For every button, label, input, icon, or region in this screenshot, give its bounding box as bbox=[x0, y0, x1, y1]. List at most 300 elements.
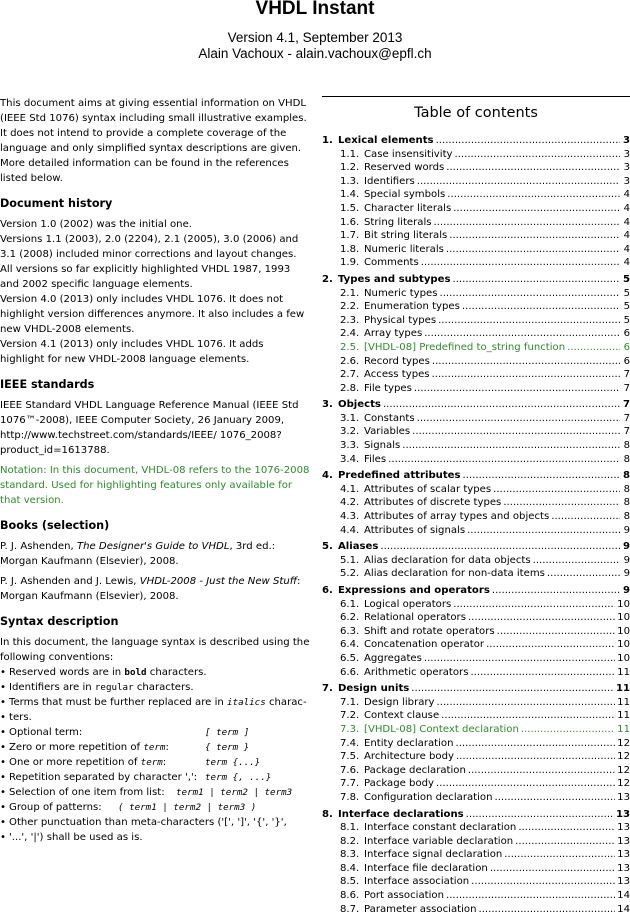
left-column bbox=[0, 96, 310, 845]
toc-entry-number: 8.5. bbox=[340, 876, 360, 888]
toc-leader-dots bbox=[383, 398, 620, 412]
toc-entry-page: 13 bbox=[615, 808, 630, 820]
toc-entry-number: 4.1. bbox=[340, 483, 360, 495]
toc-entry-label: Record types bbox=[364, 355, 430, 367]
toc-entry-number: 7.7. bbox=[340, 778, 360, 790]
toc-leader-dots bbox=[486, 638, 615, 652]
toc-list bbox=[322, 134, 630, 916]
toc-leader-dots bbox=[478, 903, 615, 916]
toc-entry-number: 2. bbox=[322, 273, 333, 285]
toc-entry[interactable] bbox=[322, 875, 630, 889]
toc-entry[interactable] bbox=[322, 652, 630, 666]
author-line: Alain Vachoux - alain.vachoux@epfl.ch bbox=[198, 46, 432, 61]
toc-title: Table of contents bbox=[414, 105, 538, 121]
toc-entry-label: Design library bbox=[364, 696, 435, 708]
toc-entry-label: Numeric literals bbox=[364, 243, 444, 255]
toc-entry-number: 1.8. bbox=[340, 243, 360, 255]
toc-entry-page: 5 bbox=[623, 301, 630, 313]
toc-entry-label: Physical types bbox=[364, 314, 437, 326]
toc-entry[interactable] bbox=[322, 821, 630, 835]
toc-entry[interactable] bbox=[322, 611, 630, 625]
toc-leader-dots bbox=[547, 567, 620, 581]
toc-leader-dots bbox=[417, 412, 620, 426]
toc-entry-number: 5. bbox=[322, 541, 333, 553]
toc-entry-number: 1.7. bbox=[340, 230, 360, 242]
toc-entry-label: Interface association bbox=[364, 876, 470, 888]
toc-entry-label: Logical operators bbox=[364, 598, 452, 610]
history-heading: Document history bbox=[0, 197, 113, 210]
toc-entry-number: 7. bbox=[322, 683, 333, 695]
toc-leader-dots bbox=[446, 161, 620, 175]
history-line: Versions 1.1 (2003), 2.0 (2204), 2.1 (2005), 3.0 (2006) and 3.1 (2008) included minor corrections and layout changes. All versions so far explicitly highlighted VHDL 1987, 1993 and 2002 specific language elements. bbox=[0, 234, 299, 290]
toc-entry-number: 8.1. bbox=[340, 822, 360, 834]
toc-entry-number: 1.3. bbox=[340, 175, 360, 187]
toc-entry-number: 1. bbox=[322, 135, 333, 146]
toc-entry-number: 7.4. bbox=[340, 737, 360, 749]
toc-leader-dots bbox=[424, 327, 620, 341]
toc-leader-dots bbox=[567, 341, 620, 355]
toc-entry[interactable] bbox=[322, 709, 630, 723]
toc-entry-number: 8.7. bbox=[340, 903, 360, 915]
toc-leader-dots bbox=[455, 148, 620, 162]
toc-entry[interactable] bbox=[322, 188, 630, 202]
toc-entry-label: Interface declarations bbox=[338, 808, 464, 820]
toc-entry-page: 8 bbox=[623, 453, 630, 465]
toc-entry[interactable] bbox=[322, 300, 630, 314]
list-item: • Optional term: [ term ] bbox=[0, 725, 310, 740]
toc-leader-dots bbox=[515, 835, 615, 849]
toc-leader-dots bbox=[471, 875, 615, 889]
book-reference: P. J. Ashenden and J. Lewis, VHDL-2008 - Just the New Stuff: Morgan Kaufmann (Elsevier), 2008. bbox=[0, 576, 301, 602]
toc-entry-page: 13 bbox=[617, 849, 630, 861]
toc-entry-number: 3.4. bbox=[340, 453, 360, 465]
toc-leader-dots bbox=[551, 510, 620, 524]
toc-entry[interactable] bbox=[322, 777, 630, 791]
toc-entry[interactable] bbox=[322, 750, 630, 764]
toc-entry-page: 10 bbox=[617, 598, 630, 610]
toc-entry-label: Enumeration types bbox=[364, 301, 460, 313]
toc-entry-label: Entity declaration bbox=[364, 737, 454, 749]
toc-leader-dots bbox=[436, 134, 620, 148]
toc-entry-number: 8.3. bbox=[340, 849, 360, 861]
toc-entry[interactable] bbox=[322, 808, 630, 822]
toc-entry-page: 4 bbox=[623, 216, 630, 228]
toc-entry[interactable] bbox=[322, 216, 630, 230]
toc-entry-number: 6.6. bbox=[340, 666, 360, 678]
toc-entry-label: Signals bbox=[364, 440, 401, 452]
ieee-heading: IEEE standards bbox=[0, 378, 95, 391]
toc-entry[interactable] bbox=[322, 161, 630, 175]
toc-entry-page: 8 bbox=[623, 440, 630, 452]
toc-entry[interactable] bbox=[322, 453, 630, 467]
toc-entry[interactable] bbox=[322, 889, 630, 903]
toc-leader-dots bbox=[411, 682, 614, 696]
toc-entry-number: 4. bbox=[322, 470, 333, 482]
toc-entry[interactable] bbox=[322, 287, 630, 301]
toc-leader-dots bbox=[490, 862, 615, 876]
toc-entry-number: 8.6. bbox=[340, 890, 360, 902]
toc-entry[interactable] bbox=[322, 554, 630, 568]
toc-entry[interactable] bbox=[322, 469, 630, 483]
toc-entry-page: 7 bbox=[623, 369, 630, 381]
toc-entry[interactable] bbox=[322, 341, 630, 355]
toc-entry-label: Bit string literals bbox=[364, 230, 448, 242]
toc-entry[interactable] bbox=[322, 175, 630, 189]
toc-entry-label: Arithmetic operators bbox=[364, 666, 469, 678]
toc-entry-page: 7 bbox=[622, 399, 630, 411]
toc-entry-page: 5 bbox=[623, 314, 630, 326]
toc-entry-number: 2.8. bbox=[340, 382, 360, 394]
toc-leader-dots bbox=[495, 791, 616, 805]
toc-entry-label: Lexical elements bbox=[338, 135, 434, 146]
toc-entry-label: Parameter association bbox=[364, 903, 477, 915]
toc-entry-label: Interface constant declaration bbox=[364, 822, 517, 834]
toc-leader-dots bbox=[504, 848, 615, 862]
toc-leader-dots bbox=[497, 625, 615, 639]
toc-entry-number: 4.4. bbox=[340, 524, 360, 536]
toc-leader-dots bbox=[518, 821, 615, 835]
toc-entry-number: 1.2. bbox=[340, 162, 360, 174]
list-item: • One or more repetition of term: term {...} bbox=[0, 755, 310, 770]
toc-entry-label: Numeric types bbox=[364, 287, 438, 299]
list-item: • Selection of one item from list: term1 | term2 | term3 bbox=[0, 785, 310, 800]
toc-leader-dots bbox=[424, 652, 615, 666]
toc-entry[interactable] bbox=[322, 483, 630, 497]
list-item: • Group of patterns: ( term1 | term2 | term3 ) bbox=[0, 800, 310, 815]
toc-entry-label: Constants bbox=[364, 412, 415, 424]
toc-entry-label: Comments bbox=[364, 257, 419, 269]
document-title: VHDL Instant bbox=[255, 0, 375, 19]
toc-entry-page: 3 bbox=[623, 175, 630, 187]
toc-entry[interactable] bbox=[322, 764, 630, 778]
toc-entry-page: 13 bbox=[617, 876, 630, 888]
toc-entry[interactable] bbox=[322, 666, 630, 680]
toc-entry-number: 7.8. bbox=[340, 791, 360, 803]
list-item: • Zero or more repetition of term: { term } bbox=[0, 740, 310, 755]
toc-leader-dots bbox=[446, 889, 615, 903]
intro-paragraph: This document aims at giving essential information on VHDL (IEEE Std 1076) syntax including small illustrative examples. It does not intend to provide a complete coverage of the language and only simplified syntax descriptions are given. More detailed information can be found in the references listed below. bbox=[0, 98, 307, 184]
toc-entry-number: 7.3. bbox=[340, 723, 360, 735]
toc-entry-label: Configuration declaration bbox=[364, 791, 493, 803]
toc-entry-number: 7.1. bbox=[340, 696, 360, 708]
toc-divider bbox=[322, 96, 630, 97]
toc-entry-label: [VHDL-08] Context declaration bbox=[364, 723, 519, 735]
toc-entry[interactable] bbox=[322, 256, 630, 270]
toc-column bbox=[322, 96, 630, 916]
toc-entry-page: 7 bbox=[623, 426, 630, 438]
toc-leader-dots bbox=[438, 314, 620, 328]
toc-entry-page: 8 bbox=[623, 483, 630, 495]
toc-leader-dots bbox=[493, 483, 620, 497]
toc-entry[interactable] bbox=[322, 903, 630, 916]
toc-entry-label: Interface file declaration bbox=[364, 862, 488, 874]
toc-entry-label: Attributes of array types and objects bbox=[364, 511, 550, 523]
toc-entry-number: 7.2. bbox=[340, 710, 360, 722]
toc-leader-dots bbox=[533, 554, 620, 568]
toc-entry[interactable] bbox=[322, 439, 630, 453]
toc-entry-page: 4 bbox=[623, 189, 630, 201]
toc-entry-page: 4 bbox=[623, 202, 630, 214]
toc-entry-label: [VHDL-08] Predefined to_string function bbox=[364, 341, 566, 353]
toc-entry[interactable] bbox=[322, 540, 630, 554]
toc-entry-number: 8.4. bbox=[340, 862, 360, 874]
toc-entry-number: 6.4. bbox=[340, 639, 360, 651]
toc-entry-number: 3. bbox=[322, 399, 333, 411]
toc-entry-page: 3 bbox=[622, 135, 630, 146]
toc-entry-number: 3.3. bbox=[340, 440, 360, 452]
toc-entry[interactable] bbox=[322, 314, 630, 328]
toc-entry-number: 2.1. bbox=[340, 287, 360, 299]
toc-entry-number: 8.2. bbox=[340, 835, 360, 847]
toc-entry-number: 1.1. bbox=[340, 148, 360, 160]
toc-entry[interactable] bbox=[322, 791, 630, 805]
toc-entry-number: 4.3. bbox=[340, 511, 360, 523]
toc-entry-label: Types and subtypes bbox=[338, 273, 451, 285]
toc-entry-page: 4 bbox=[623, 230, 630, 242]
toc-entry-number: 8. bbox=[322, 808, 333, 820]
toc-entry-label: Interface signal declaration bbox=[364, 849, 503, 861]
books-heading: Books (selection) bbox=[0, 519, 110, 532]
toc-entry-page: 13 bbox=[617, 822, 630, 834]
toc-entry-page: 13 bbox=[617, 835, 630, 847]
toc-entry-label: String literals bbox=[364, 216, 432, 228]
toc-entry-page: 4 bbox=[623, 257, 630, 269]
toc-leader-dots bbox=[521, 723, 615, 737]
toc-entry[interactable] bbox=[322, 625, 630, 639]
toc-entry-number: 6.3. bbox=[340, 625, 360, 637]
toc-entry-label: Files bbox=[364, 453, 387, 465]
syntax-heading: Syntax description bbox=[0, 615, 119, 628]
toc-leader-dots bbox=[446, 243, 620, 257]
toc-entry-number: 1.6. bbox=[340, 216, 360, 228]
toc-leader-dots bbox=[453, 598, 615, 612]
toc-entry-number: 1.9. bbox=[340, 257, 360, 269]
toc-entry-number: 5.2. bbox=[340, 568, 360, 580]
list-item: • Other punctuation than meta-characters ('[', ']', '{', '}', bbox=[0, 815, 310, 830]
toc-entry-label: Aggregates bbox=[364, 652, 422, 664]
toc-entry-number: 1.4. bbox=[340, 189, 360, 201]
list-item: • Reserved words are in bold characters. bbox=[0, 665, 310, 680]
toc-entry-label: Alias declaration for data objects bbox=[364, 554, 531, 566]
toc-entry-number: 3.2. bbox=[340, 426, 360, 438]
toc-entry-page: 12 bbox=[617, 764, 630, 776]
toc-leader-dots bbox=[421, 256, 620, 270]
toc-entry-label: Case insensitivity bbox=[364, 148, 453, 160]
toc-entry-label: Aliases bbox=[338, 541, 379, 553]
toc-leader-dots bbox=[453, 202, 620, 216]
toc-entry[interactable] bbox=[322, 638, 630, 652]
toc-entry-page: 11 bbox=[615, 683, 630, 695]
toc-entry-page: 10 bbox=[617, 639, 630, 651]
list-item: • ters. bbox=[0, 710, 310, 725]
toc-entry-page: 13 bbox=[617, 791, 630, 803]
toc-entry[interactable] bbox=[322, 273, 630, 287]
toc-leader-dots bbox=[388, 453, 620, 467]
toc-entry[interactable] bbox=[322, 243, 630, 257]
document-header bbox=[0, 0, 630, 62]
toc-entry-label: Alias declaration for non-data items bbox=[364, 568, 545, 580]
toc-entry-page: 11 bbox=[617, 666, 630, 678]
toc-entry[interactable] bbox=[322, 862, 630, 876]
toc-leader-dots bbox=[437, 696, 616, 710]
toc-leader-dots bbox=[432, 368, 620, 382]
toc-entry-label: Relational operators bbox=[364, 612, 466, 624]
toc-entry[interactable] bbox=[322, 584, 630, 598]
toc-entry-page: 13 bbox=[617, 862, 630, 874]
toc-entry-page: 11 bbox=[617, 710, 630, 722]
toc-entry-page: 6 bbox=[623, 328, 630, 340]
toc-leader-dots bbox=[503, 496, 620, 510]
toc-entry[interactable] bbox=[322, 148, 630, 162]
toc-entry-page: 11 bbox=[617, 723, 630, 735]
toc-entry[interactable] bbox=[322, 682, 630, 696]
toc-leader-dots bbox=[434, 216, 620, 230]
list-item: • '...', '|') shall be used as is. bbox=[0, 830, 310, 845]
toc-entry-page: 12 bbox=[617, 737, 630, 749]
toc-leader-dots bbox=[402, 439, 620, 453]
toc-entry-page: 14 bbox=[617, 890, 630, 902]
toc-leader-dots bbox=[468, 764, 615, 778]
toc-entry-label: Special symbols bbox=[364, 189, 446, 201]
toc-entry[interactable] bbox=[322, 496, 630, 510]
toc-entry-label: Shift and rotate operators bbox=[364, 625, 495, 637]
toc-entry-label: Attributes of scalar types bbox=[364, 483, 492, 495]
toc-leader-dots bbox=[449, 229, 620, 243]
toc-entry-page: 10 bbox=[617, 612, 630, 624]
toc-entry[interactable] bbox=[322, 368, 630, 382]
toc-entry[interactable] bbox=[322, 355, 630, 369]
toc-leader-dots bbox=[432, 355, 620, 369]
toc-entry-page: 8 bbox=[623, 511, 630, 523]
toc-leader-dots bbox=[462, 300, 620, 314]
toc-entry-page: 12 bbox=[617, 751, 630, 763]
toc-leader-dots bbox=[441, 709, 615, 723]
toc-entry-number: 6.5. bbox=[340, 652, 360, 664]
toc-entry[interactable] bbox=[322, 412, 630, 426]
toc-entry-page: 3 bbox=[623, 162, 630, 174]
toc-leader-dots bbox=[468, 611, 615, 625]
toc-entry-label: Variables bbox=[364, 426, 411, 438]
toc-leader-dots bbox=[470, 666, 615, 680]
toc-entry-label: Identifiers bbox=[364, 175, 415, 187]
toc-entry-number: 3.1. bbox=[340, 412, 360, 424]
toc-entry-number: 2.5. bbox=[340, 341, 360, 353]
toc-entry[interactable] bbox=[322, 229, 630, 243]
syntax-intro: In this document, the language syntax is described using the following conventions: bbox=[0, 637, 310, 663]
toc-entry-page: 6 bbox=[623, 341, 630, 353]
toc-entry-number: 6.1. bbox=[340, 598, 360, 610]
toc-entry-page: 5 bbox=[622, 273, 630, 285]
toc-entry-label: Access types bbox=[364, 369, 430, 381]
toc-entry-page: 7 bbox=[623, 382, 630, 394]
toc-entry-label: Concatenation operator bbox=[364, 639, 485, 651]
toc-entry-page: 9 bbox=[623, 554, 630, 566]
toc-entry-label: Predefined attributes bbox=[338, 470, 461, 482]
notation-note: Notation: In this document, VHDL-08 refers to the 1076-2008 standard. Used for highlighting features only available for that version. bbox=[0, 465, 310, 506]
book-reference: P. J. Ashenden, The Designer's Guide to VHDL, 3rd ed.: Morgan Kaufmann (Elsevier), 2008. bbox=[0, 541, 276, 567]
toc-leader-dots bbox=[492, 584, 620, 598]
toc-entry-number: 2.2. bbox=[340, 301, 360, 313]
toc-entry-number: 6.2. bbox=[340, 612, 360, 624]
toc-leader-dots bbox=[453, 273, 621, 287]
list-item: • Identifiers are in regular characters. bbox=[0, 680, 310, 695]
toc-entry-label: Objects bbox=[338, 399, 381, 411]
version-line: Version 4.1, September 2013 bbox=[227, 30, 403, 45]
toc-entry-label: File types bbox=[364, 382, 412, 394]
toc-entry-page: 9 bbox=[622, 541, 630, 553]
toc-entry[interactable] bbox=[322, 737, 630, 751]
list-item: • Repetition separated by character ',': term {, ...} bbox=[0, 770, 310, 785]
toc-entry-label: Attributes of signals bbox=[364, 524, 466, 536]
toc-entry-page: 7 bbox=[623, 412, 630, 424]
toc-entry-page: 4 bbox=[623, 243, 630, 255]
toc-entry[interactable] bbox=[322, 696, 630, 710]
syntax-conventions-list bbox=[0, 665, 310, 845]
toc-entry[interactable] bbox=[322, 567, 630, 581]
toc-entry[interactable] bbox=[322, 398, 630, 412]
toc-leader-dots bbox=[456, 750, 615, 764]
toc-leader-dots bbox=[467, 524, 620, 538]
history-line: Version 4.1 (2013) only includes VHDL 1076. It adds highlight for new VHDL-2008 language elements. bbox=[0, 339, 264, 365]
toc-entry[interactable] bbox=[322, 134, 630, 148]
toc-entry-label: Package body bbox=[364, 778, 435, 790]
toc-leader-dots bbox=[456, 737, 616, 751]
toc-leader-dots bbox=[466, 808, 614, 822]
toc-entry-label: Package declaration bbox=[364, 764, 466, 776]
toc-entry[interactable] bbox=[322, 510, 630, 524]
toc-entry-label: Port association bbox=[364, 890, 444, 902]
toc-entry[interactable] bbox=[322, 835, 630, 849]
toc-entry-label: Attributes of discrete types bbox=[364, 497, 502, 509]
toc-entry-label: Interface variable declaration bbox=[364, 835, 514, 847]
toc-entry[interactable] bbox=[322, 524, 630, 538]
toc-leader-dots bbox=[447, 188, 620, 202]
toc-entry[interactable] bbox=[322, 425, 630, 439]
toc-entry-number: 7.5. bbox=[340, 751, 360, 763]
toc-entry[interactable] bbox=[322, 202, 630, 216]
toc-entry-label: Design units bbox=[338, 683, 410, 695]
toc-entry-page: 10 bbox=[617, 652, 630, 664]
toc-entry-label: Context clause bbox=[364, 710, 440, 722]
toc-entry[interactable] bbox=[322, 598, 630, 612]
toc-entry-page: 6 bbox=[623, 355, 630, 367]
toc-entry-number: 5.1. bbox=[340, 554, 360, 566]
toc-entry-page: 9 bbox=[623, 524, 630, 536]
toc-entry-label: Character literals bbox=[364, 202, 452, 214]
toc-entry[interactable] bbox=[322, 327, 630, 341]
toc-leader-dots bbox=[417, 175, 620, 189]
toc-entry-label: Array types bbox=[364, 328, 423, 340]
toc-entry-number: 1.5. bbox=[340, 202, 360, 214]
toc-entry[interactable] bbox=[322, 848, 630, 862]
toc-entry[interactable] bbox=[322, 723, 630, 737]
ieee-reference: IEEE Standard VHDL Language Reference Manual (IEEE Std 1076™-2008), IEEE Computer Society, 26 January 2009, http://www.techstreet.com/standards/IEEE/ 1076_2008?product_id=1613788. bbox=[0, 400, 299, 456]
toc-leader-dots bbox=[463, 469, 620, 483]
toc-entry-page: 10 bbox=[617, 625, 630, 637]
toc-entry-page: 9 bbox=[622, 585, 630, 596]
toc-entry-page: 5 bbox=[623, 287, 630, 299]
toc-entry-page: 12 bbox=[617, 778, 630, 790]
toc-entry-number: 2.6. bbox=[340, 355, 360, 367]
toc-leader-dots bbox=[414, 382, 620, 396]
toc-entry-page: 14 bbox=[617, 903, 630, 915]
toc-entry-number: 2.4. bbox=[340, 328, 360, 340]
toc-entry-number: 6. bbox=[322, 585, 333, 596]
toc-entry-label: Expressions and operators bbox=[338, 585, 490, 596]
toc-entry-page: 8 bbox=[623, 497, 630, 509]
toc-entry-page: 3 bbox=[623, 148, 630, 160]
toc-entry[interactable] bbox=[322, 382, 630, 396]
